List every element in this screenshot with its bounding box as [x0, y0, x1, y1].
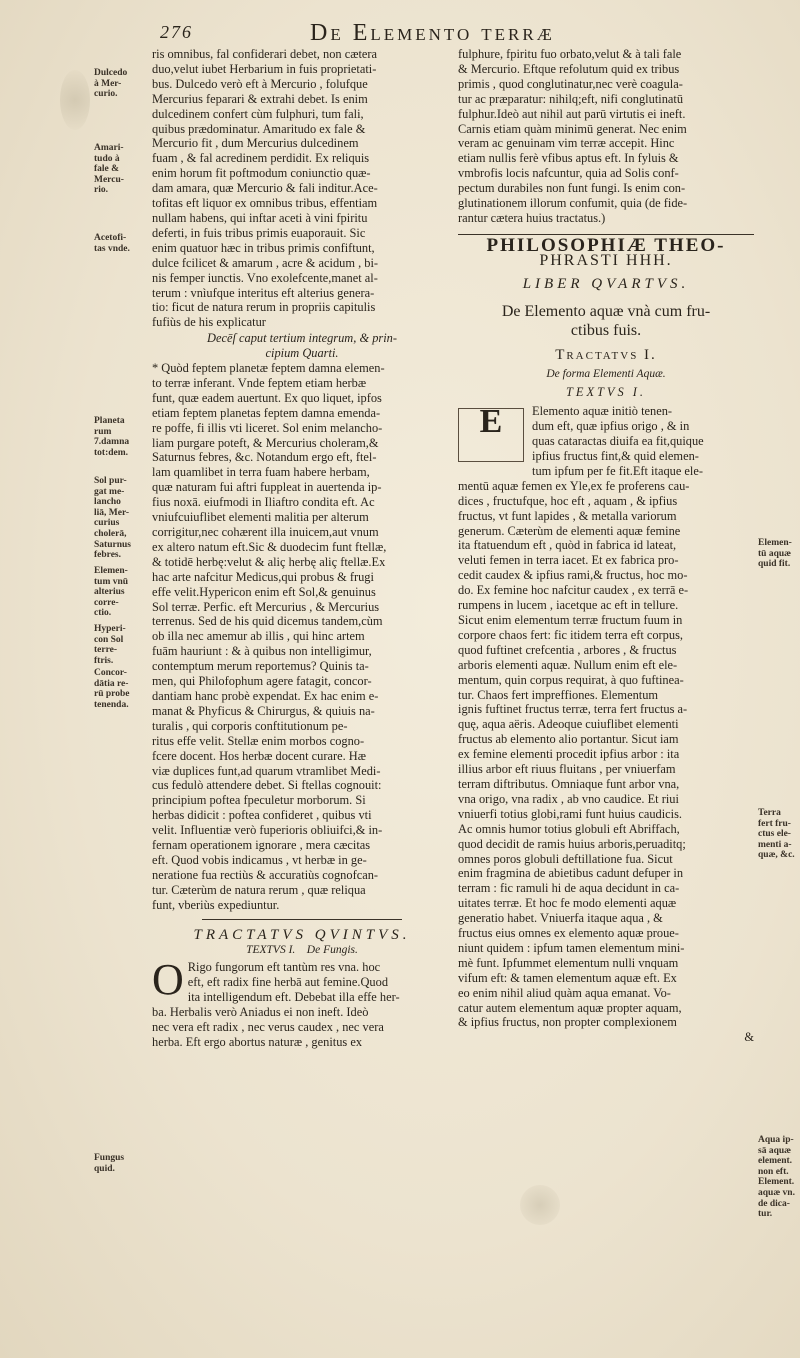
- text-line: do. Ex femine hoc nafcitur caudex , ex terrā e-: [458, 583, 689, 598]
- text-line: dam amara, quæ Mercurio & fali inditur.Ace-: [152, 181, 378, 196]
- text-line: dices , fructufque, hoc eft , aquam , & ipfius: [458, 493, 678, 508]
- subject-heading: De Elemento aquæ vnà cum fru- ctibus fuis.: [501, 302, 711, 339]
- text-line: tio: ficut de natura rerum in propriis capitulis: [152, 300, 376, 315]
- text-line: fuam , & fal acredinem perdidit. Ex reliquis: [152, 151, 370, 166]
- text-line: arboris elementi aquæ. Nullum enim eft ele-: [458, 657, 678, 672]
- text-line: ex femine elementi procedit ipfius arbor : ita: [458, 747, 680, 762]
- text-line: Sicut enim elementum terræ fructum fuum in: [458, 613, 683, 627]
- tractatus-subheading: De forma Elementi Aquæ.: [546, 367, 666, 380]
- text-line: Carnis etiam quàm minimū generat. Nec enim: [458, 121, 687, 136]
- text-line: eft. Quod vobis indicamus , vt herbæ in ge-: [152, 852, 367, 867]
- tractatus-quintus-title: TRACTATVS QVINTVS.: [193, 926, 411, 943]
- textus-heading: TEXTVS I. De Fungis.: [246, 944, 358, 957]
- text-line: primis , quod conglutinatur,nec verè coagula-: [458, 76, 683, 91]
- text-line: ba. Herbalis verò Aniadus ei non ineft. Ideò: [152, 1005, 369, 1020]
- text-line: ritus effe velit. Stellæ enim morbos cogno-: [152, 733, 365, 748]
- text-line: ita ftatuendum eft , quòd in fabrica id lateat,: [458, 538, 677, 553]
- right-paragraph-2: E Elemento aquæ initiò tenen- dum eft, quæ ipfius origo , & in quas cataractas diuifa ea fit,quique ipfius fructus fint,& quid elemen- tum ipfum per fe fit.Eft itaque ele- mentū aquæ femen ex Yle,ex fe proferens cau- dices , fructufque, hoc eft , aquam , & ipfius fructus, vt funt lapides , & metalla variorum generum. Cæterùm de elementi aquæ femine ita ftatuendum eft , quòd in fabrica id lateat, veluti femen in terra iacet. Et ex fabrica pro- cedit caudex & ipfius rami,& fructus, hoc mo- do. Ex femine hoc nafcitur caudex , ex terrā e- rumpens in lucem , iacetque ac eft in tellure. Sicut enim elementum terræ fructum fuum in corpore chaos fert: fic itidem terra eft corpus, quod fuftinet crefcentia , arbores , & fructus arboris elementi aquæ. Nullum enim eft ele- mentum, quin corpus requirat, à quo fuftinea- tur. Chaos fert impreffiones. Elementum ignis fuftinet fructus terræ, terra fert fructus a- quę, aqua aëris. Adeoque cuiuflibet elementi fructus ab elemento alio portantur. Sicut iam ex femine elementi procedit ipfius arbor : ita illius arbor eft riuus fluitans , per vniuerfam terram diftributus. Omniaque funt arbor vna, vna origo, vna radix , ab vno caudice. Et riui vniuerfi totius globi,rami funt huius caudicis. Ac omnis humor totius globuli eft Abriffach, quod decidit de ramis huius arboris,peruaditq; omnes poros globuli deftillatione fua. Sicut enim fragmina de abietibus cadunt defuper in terram : fic ramuli hi de aqua decidunt in ca- uitates terræ. Et hoc fe modo elementi aquæ generatio habet. Vniuerfa itaque aqua , & fructus eius omnes ex elemento aquæ proue- niunt quidem : ipfum tamen elementum mini- mè funt. Ipfummet elementum nulli vnquam vifum eft: & tamen elementum aquæ eft. Ex eo enim nihil aliud quàm aqua emanat. Vo- catur autem elementum aquæ propter aquam, & ipfius fructus, non propter complexionem: [458, 404, 754, 1030]
- text-line: ex altero natum eft.Sic & duodecim funt ftellæ,: [152, 539, 387, 554]
- text-line: quę, aqua aëris. Adeoque cuiuflibet elementi: [458, 717, 679, 732]
- text-line: nullam habens, qui inftar aceti à vini fpiritu: [152, 210, 368, 225]
- text-line: Saturnus febres, &c. Notandum ergo eft, ftel-: [152, 450, 377, 465]
- text-line: tur. Chaos fert impreffiones. Elementum: [458, 687, 659, 702]
- margin-note-elementum-aquae: Elemen- tū aquæ quid fit.: [758, 538, 792, 570]
- text-line: fufiùs de his explicatur: [152, 315, 266, 330]
- text-line: funt, vberiùs expediuntur.: [152, 897, 280, 912]
- book-title: PHILOSOPHIÆ THEO-: [486, 234, 726, 256]
- text-line: cedit caudex & ipfius rami,& fructus, hoc mo-: [458, 568, 688, 583]
- running-header: [160, 20, 760, 50]
- text-line: terram : fic ramuli hi de aqua decidunt in ca-: [458, 881, 680, 896]
- text-line: catur autem elementum aquæ propter aquam,: [458, 1000, 682, 1015]
- catchword: &: [744, 1030, 754, 1045]
- text-line: terum : vnìufque interitus eft alterius genera-: [152, 285, 375, 300]
- margin-note-elementum: Elemen- tum vnū alterius corre- ctio.: [94, 566, 129, 619]
- left-paragraph-3: O Rigo fungorum eft tantùm res vna. hoc eft, eft radix fine herbā aut femine.Quod ita intelligendum eft. Debebat illa effe her- ba. Herbalis verò Aniadus ei non ineft. Ideò nec vera eft radix , nec verus caudex , nec vera herba. Eft ergo abortus naturæ , genitus ex: [152, 960, 452, 1049]
- text-line: glutinationem illorum confumit, quia (de fide-: [458, 196, 688, 211]
- ink-stain: [60, 70, 90, 130]
- text-line: fulphur.Ideò aut nihil aut parū virtutis ei ineft.: [458, 106, 686, 121]
- text-line: dantiam hanc probè expendat. Ex hac enim e-: [152, 688, 379, 703]
- text-line: rantur cætera huius tractatus.): [458, 210, 606, 225]
- text-line: ita intelligendum eft. Debebat illa effe her-: [187, 990, 400, 1005]
- liber-heading: LIBER QVARTVS.: [522, 275, 690, 292]
- text-line: vniufcuiuflibet elementi malitia per alterum: [152, 510, 369, 525]
- margin-note-amaritudo: Amari- tudo à fale & Mercu- rio.: [94, 143, 124, 196]
- text-line: corpore chaos fert: fic itidem terra eft corpus,: [458, 627, 683, 642]
- text-line: re poffe, fi illis vti liceret. Sol enim melancho-: [152, 420, 383, 435]
- text-line: ob illa nec amemur ab illis , qui hinc artem: [152, 629, 365, 644]
- text-line: pectum durabiles non funt fungi. Is enim con-: [458, 181, 686, 196]
- ornamental-initial: E: [458, 408, 524, 462]
- text-line: terram diftributus. Omniaque funt arbor vna,: [458, 776, 680, 791]
- text-line: mentum, quin corpus requirat, à quo fuftinea-: [458, 672, 684, 687]
- text-line: men, qui Philofophum agere fatagit, concor-: [152, 674, 372, 689]
- text-line: generum. Cæterùm de elementi aquæ femine: [458, 523, 681, 538]
- text-line: niunt quidem : ipfum tamen elementum mini-: [458, 940, 685, 955]
- text-line: rumpens in lucem , iacetque ac eft in tellure.: [458, 598, 679, 613]
- text-line: turalis , qui corporis conftitutionum pe-: [152, 718, 348, 733]
- text-line: deferti, in fuis tribus primis euaporauit. Sic: [152, 225, 366, 240]
- text-line: nec vera eft radix , nec verus caudex , nec vera: [152, 1020, 384, 1034]
- text-line: enim fragmina de abietibus cadunt defuper in: [458, 866, 684, 881]
- text-line: bus. Dulcedo verò eft à Mercurio , folufque: [152, 76, 368, 91]
- text-line: viæ duplices funt,ad quarum vtramlibet Medi-: [152, 763, 381, 778]
- margin-note-acetositas: Acetofi- tas vnde.: [94, 233, 130, 254]
- textus-heading-right: TEXTVS I.: [565, 385, 646, 400]
- text-line: etiam feptem planetas feptem damna emenda-: [152, 405, 381, 420]
- text-line: fernam operationem ignorare , mera cæcitas: [152, 838, 371, 853]
- running-title: De Elemento terræ: [310, 20, 555, 46]
- text-line: ignis fuftinet fructus terræ, terra fert fructus a-: [458, 702, 688, 717]
- text-line: vna origo, vna radix , ab vno caudice. Et riui: [458, 791, 679, 806]
- book-title-line-2: PHRASTI HHH.: [539, 251, 673, 269]
- text-line: contemptum merum reportemus? Quinis ta-: [152, 659, 369, 674]
- right-column: [458, 47, 754, 1045]
- margin-note-dulcedo: Dulcedo à Mer- curio.: [94, 68, 128, 100]
- text-line: vifum eft: & tamen elementum aquæ eft. Ex: [458, 970, 677, 985]
- text-line: funt, quæ eadem auertunt. Ex quo liquet, ipfos: [152, 390, 382, 405]
- text-line: enim quatuor hæc in tribus primis confiftunt,: [152, 240, 375, 255]
- text-line: veluti femen in terra iacet. Et ex fabrica pro-: [458, 553, 679, 568]
- text-line: * Quòd feptem planetæ feptem damna elemen-: [152, 361, 385, 376]
- text-line: quod fuftinet crefcentia , arbores , & fructus: [458, 642, 677, 657]
- text-line: dulcedinem confert cùm fulphuri, tum fali,: [152, 106, 364, 121]
- text-line: principium poftea fpeculetur morborum. Si: [152, 793, 366, 808]
- text-line: corrigitur,nec cohærent illa inuicem,aut vnum: [152, 525, 379, 539]
- ink-stain: [520, 1185, 560, 1225]
- text-line: generatio habet. Vniuerfa itaque aqua , &: [458, 911, 663, 926]
- text-line: vniuerfi totius globi,rami funt huius caudicis.: [458, 806, 683, 821]
- margin-note-fungus: Fungus quid.: [94, 1153, 125, 1174]
- right-paragraph-1: [458, 47, 754, 226]
- text-line: omnes poros globuli deftillatione fua. Sicut: [458, 851, 673, 866]
- text-line: illius arbor eft riuus fluitans , per vniuerfam: [458, 762, 676, 777]
- text-line: tur. Cæterùm de natura rerum , quæ reliqua: [152, 882, 366, 897]
- text-line: to terræ inferant. Vnde feptem etiam herbæ: [152, 375, 367, 390]
- text-line: & ipfius fructus, non propter complexionem: [458, 1015, 677, 1030]
- text-line: fius noxā. eiufmodi in Iliaftro condita eft. Ac: [152, 495, 375, 510]
- left-column: [152, 47, 452, 1050]
- text-line: fructus ab elemento alio portantur. Sicut iam: [458, 732, 679, 747]
- text-line: veram ac genuinam vim terræ accepit. Hinc: [458, 136, 675, 151]
- text-line: enim horum fit poftmodum coniunctio quæ-: [152, 166, 371, 181]
- text-line: nis femper iunctis. Vno exolefcente,manet al-: [152, 270, 378, 285]
- text-line: uitates terræ. Et hoc fe modo elementi aquæ: [458, 896, 677, 911]
- text-line: duo,velut iubet Herbarium in fuis proprietati-: [152, 61, 377, 76]
- left-paragraph-1: [152, 47, 452, 330]
- divider-rule: [202, 919, 402, 920]
- text-line: hac arte nafcitur Medicus,qui probus & frugi: [152, 569, 374, 584]
- margin-note-hypericon: Hyperi- con Sol terre- ftris.: [94, 624, 126, 666]
- text-line: lam quamlibet in terra fuam habere herbam,: [152, 465, 370, 480]
- left-paragraph-2: [152, 361, 452, 913]
- text-line: fuām hauriunt : & à quibus non intelligimur,: [152, 644, 372, 659]
- text-line: mè funt. Ipfummet elementum nulli vnquam: [458, 955, 679, 970]
- text-line: liam purgare poteft, & Mercurius choleram,&: [152, 435, 379, 450]
- page-number: 276: [160, 22, 193, 42]
- text-line: Ac omnis humor totius globuli eft Abriffach,: [458, 821, 680, 836]
- text-line: herbas didicit : poftea confideret , quibus vti: [152, 808, 372, 823]
- text-line: quæ naturam fui aftri fuppleat in auertenda ip-: [152, 480, 382, 495]
- text-line: etiam nullis ferè vfibus aptus eft. In fyluis &: [458, 151, 679, 166]
- text-line: Mercurio fit , dum Mercurius dulcedinem: [152, 136, 359, 151]
- text-line: velit. Influentiæ verò fuperioris obliuifci,& in-: [152, 823, 383, 838]
- text-line: cus fedulò attendere debet. Si ftellas cognouit:: [152, 778, 382, 793]
- drop-cap-o: O: [152, 955, 184, 1005]
- margin-note-terra: Terra fert fru- ctus ele- menti a- quæ, &c.: [758, 808, 795, 861]
- text-line: quibus prædominatur. Amaritudo ex fale &: [152, 121, 366, 136]
- text-line: Mercurius feparari & extrahi debet. Is enim: [152, 91, 368, 106]
- text-line: dulce fcilicet & amarum , acre & acidum , bi-: [152, 255, 379, 270]
- margin-note-aqua-ipsa: Aqua ip- sā aquæ element. non eft. Element. aquæ vn. de dica- tur.: [758, 1135, 795, 1220]
- text-line: & totidē herbę:velut & aliç herbę aliç ftellæ.Ex: [152, 554, 386, 569]
- tractatus-heading: Tractatvs I.: [555, 346, 657, 363]
- margin-note-sol: Sol pur- gat me- lancho liā, Mer- curius cholerā, Saturnus febres.: [94, 476, 131, 561]
- text-line: eo enim nihil aliud quàm aqua emanat. Vo-: [458, 985, 671, 1000]
- text-line: fulphure, fpiritu fuo orbato,velut & à tali fale: [458, 47, 682, 61]
- margin-note-planeta: Planeta rum 7.damna tot:dem.: [94, 416, 130, 458]
- text-line: tur ac præparatur: nihilq;eft, nifi conglutinatū: [458, 91, 684, 106]
- text-line: neratione fua rectiùs & accuratiùs cognofcan-: [152, 867, 379, 882]
- text-line: herba. Eft ergo abortus naturæ , genitus ex: [152, 1034, 363, 1049]
- text-line: ris omnibus, fal confiderari debet, non cætera: [152, 47, 378, 61]
- text-line: terrenus. Sed de his quid dicemus tandem,cùm: [152, 614, 383, 629]
- text-line: fcere docent. Hos herbæ docent curare. Hæ: [152, 748, 366, 763]
- text-line: effe velit.Hypericon enim eft Sol,& genuinus: [152, 584, 376, 599]
- text-line: quod decidit de ramis huius arboris,peruaditq;: [458, 836, 686, 851]
- text-line: fructus, vt funt lapides , & metalla variorum: [458, 508, 677, 523]
- text-line: vmbrofis locis nafcuntur, quia ad Solis conf-: [458, 166, 679, 181]
- text-line: & Mercurio. Eftque refolutum quid ex tribus: [458, 61, 680, 76]
- text-line: tofitas eft liquor ex omnibus tribus, effentiam: [152, 196, 378, 211]
- text-line: mentū aquæ femen ex Yle,ex fe proferens cau-: [458, 478, 690, 493]
- margin-note-concordatia: Concor- dātia re- rū probe tenenda.: [94, 668, 130, 710]
- text-line: fructus eius omnes ex elemento aquæ proue-: [458, 926, 679, 941]
- text-line: Sol terræ. Perfic. eft Mercurius , & Mercurius: [152, 599, 380, 614]
- chapter-end-note: Decēſ caput tertium integrum, & prin- cipium Quarti.: [207, 331, 397, 361]
- text-line: manat & Phyficus & Chirurgus, & quiuis na-: [152, 703, 375, 718]
